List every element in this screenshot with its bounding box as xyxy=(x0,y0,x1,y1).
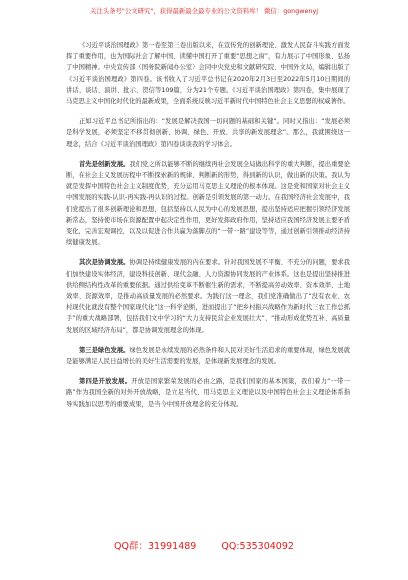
paragraph-green xyxy=(66,345,350,367)
paragraph-text: 正如习近平总书记所指出的：“发展是解决我国一切问题的基础和关键”。同时又指出：“发展必须是科学发展，必须坚定不移贯彻创新、协调、绿色、开放、共享的新发展理念”。那么，我就围绕这一理念，结合《习近平谈治国理政》第四卷谈谈我的学习体会。 xyxy=(66,118,350,148)
paragraph-text: 开放是国家繁荣发展的必由之路，是我们国家的基本国策，我们着力“一带一路”作为我国全新的对外开放战略，是立足当代、用马克思主义理论以及中国特色社会主义理论体系指导实践加以思考的重要成果，是当今中国开放理念的充分体现。 xyxy=(66,378,351,408)
paragraph-text: 《习近平谈治国理政》第一卷至第三卷出版以来，在宣传党的创新理论、激发人民奋斗实践方面发挥了重要作用，也为国际社会了解中国、读懂中国打开了重要“思想之窗”，有力展示了中国形象、弘扬了中国精神。中央宣传部（国务院新闻办公室）会同中央党史和文献研究院、中国外文局，编辑出版了《习近平谈治国理政》第四卷。该书收入了习近平总书记在2020年2月3日至2022年5月10日期间的讲话、谈话、演讲、批示、贺信等109篇，分为21个专题。《习近平谈治国理政》第四卷，集中展现了马克思主义中国化时代化的最新成果，全面系统反映习近平新时代中国特色社会主义思想的权威著作。 xyxy=(66,42,350,106)
paragraph-text: 我们党之所以能够不断的继续再社会发展全局做出科学的重大判断，提出重要论断，在社会主义发展历程中不断探索新的规律、判断新的形势，得到新的认识，做出新的决策。我认为就是发挥中国特色社会主义制度优势，充分运用马克思主义理论的根本体现。这是党和国家对社会主义中国发展的实践-认识-再实践-再认识的过程。创新是引领发展的第一动力。在我国经济社会发展中，我们党提出了很多创新理论和思想，包括坚持以人民为中心的发展思想，提出坚持适应把握引领经济发展新常态，坚持使市场在资源配置中起决定性作用，更好发挥政府作用，坚持适应我国经济发展主要矛盾变化，完善宏观调控，以及以促进合作共赢为落脚点的“一带一路”建设等等，通过创新引领推动经济持续健康发展。 xyxy=(66,160,351,247)
paragraph-heading: 第三是绿色发展。 xyxy=(79,346,130,354)
paragraph-intro xyxy=(66,40,350,107)
paragraph-text: 绿色发展是永续发展的必然条件和人民对美好生活追求的重要体现，绿色发展就是能够满足人民日益增长的美好生活需要的发展，是体现新发展理念的发展。 xyxy=(66,346,351,366)
paragraph-heading: 其次是协调发展。 xyxy=(79,259,130,267)
paragraph-heading: 首先是创新发展。 xyxy=(79,160,130,168)
paragraph-quote xyxy=(66,116,350,150)
wechat-promo-banner: 关注头条号"公文研究"，获得最新最全最专业的公文资料库！ 微信：gongwenyj xyxy=(89,7,319,15)
paragraph-heading: 第四是开放发展。 xyxy=(79,378,132,386)
qq-group-number: QQ群：31991489 xyxy=(114,541,197,552)
paragraph-text: 协调是持续健康发展的内在要求。针对我国发展不平衡、不充分的问题，要求我们加快建设实体经济，建设科技创新、现代金融、人力资源协同发展的产业体系。这也是提出坚持推进供给侧结构性改革的重要依据。通过供给变革不断催生新的需求，不断提高劳动效率、资本效率、土地效率、资源效率，是推动高质量发展的必然要求。为践行这一理念，我们党准确做出了“没有农业、农村现代化就没有整个国家现代化”这一科学论断，进而提出了“把乡村振兴战略作为新时代三农工作总抓手”的重大战略部署，包括我们文中学习的“大力支持民营企业发展壮大”、“推动形成优势互补、高质量发展的区域经济布局”，都是协调发展理念的体现。 xyxy=(66,259,351,334)
document-body xyxy=(66,40,350,419)
qq-number: QQ:535304092 xyxy=(221,541,294,552)
paragraph-coordination xyxy=(66,257,350,335)
paragraph-innovation xyxy=(66,159,350,249)
paragraph-opening xyxy=(66,376,350,410)
contact-footer xyxy=(0,538,408,552)
